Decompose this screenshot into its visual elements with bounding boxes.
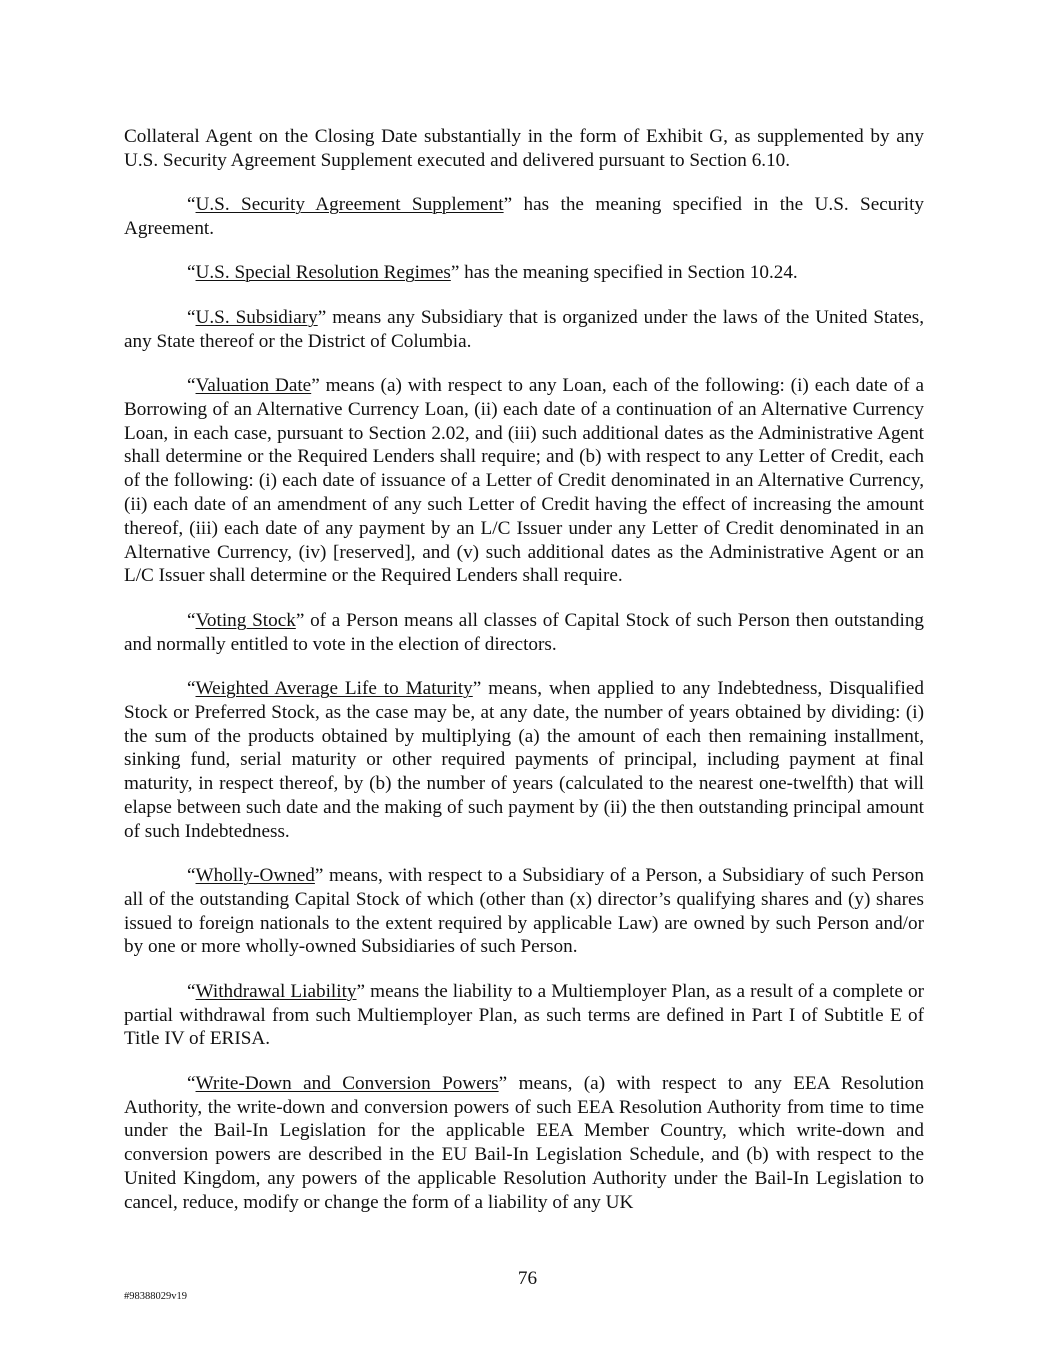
definition-paragraph: “Weighted Average Life to Maturity” means, when applied to any Indebtedness, Disqualified Stock or Preferred Stock, as the case may be, at any date, the number of years obtained by dividing: (i) the sum of the products obtained by multiplying (a) the amount of each then remaining installment, sinking fund, serial maturity or other required payments of principal, including payment at final maturity, in respect thereof, by (b) the number of years (calculated to the nearest one-twelfth) that will elapse between such date and the making of such payment by (ii) the then outstanding principal amount of such Indebtedness. xyxy=(124,677,924,842)
document-body xyxy=(124,125,924,1235)
definition-paragraph: “U.S. Security Agreement Supplement” has the meaning specified in the U.S. Security Agreement. xyxy=(124,194,924,239)
page-number: 76 xyxy=(517,1268,538,1289)
defined-term: Withdrawal Liability xyxy=(195,980,357,1002)
definition-text: means, when applied to any Indebtedness, Disqualified Stock or Preferred Stock, as the case may be, at any date, the number of years obtained by dividing: (i) the sum of the products obtained by multiplying (a) the amount of each then remaining installment, sinking fund, serial maturity or other required payments of principal, including payment at final maturity, in respect thereof, by (b) the number of years (calculated to the nearest one-twelfth) that will elapse between such date and the making of such payment by (ii) the then outstanding principal amount of such Indebtedness. xyxy=(124,677,924,842)
defined-term: U.S. Subsidiary xyxy=(195,306,318,328)
defined-term: U.S. Security Agreement Supplement xyxy=(195,194,504,216)
defined-term: U.S. Special Resolution Regimes xyxy=(195,262,451,284)
definition-paragraph: “Write-Down and Conversion Powers” means, (a) with respect to any EEA Resolution Authority, the write-down and conversion powers of such EEA Resolution Authority from time to time under the Bail-In Legislation for the applicable EEA Member Country, which write-down and conversion powers are described in the EU Bail-In Legislation Schedule, and (b) with respect to the United Kingdom, any powers of the applicable Resolution Authority under the Bail-In Legislation to cancel, reduce, modify or change the form of a liability of any UK xyxy=(124,1072,924,1213)
continuation-paragraph: Collateral Agent on the Closing Date substantially in the form of Exhibit G, as supplemented by any U.S. Security Agreement Supplement executed and delivered pursuant to Section 6.10. xyxy=(124,126,924,171)
definition-text: means the liability to a Multiemployer Plan, as a result of a complete or partial withdrawal from such Multiemployer Plan, as such terms are defined in Part I of Subtitle E of Title IV of ERISA. xyxy=(124,980,924,1050)
definition-paragraph: “Voting Stock” of a Person means all classes of Capital Stock of such Person then outstanding and normally entitled to vote in the election of directors. xyxy=(124,609,925,655)
definition-text: means (a) with respect to any Loan, each of the following: (i) each date of a Borrowing of an Alternative Currency Loan, (ii) each date of a continuation of an Alternative Currency Loan, in each case, pursuant to Section 2.02, and (iii) such additional dates as the Administrative Agent shall determine or the Required Lenders shall require; and (b) with respect to any Letter of Credit, each of the following: (i) each date of issuance of a Letter of Credit denominated in an Alternative Currency, (ii) each date of an amendment of any such Letter of Credit having the effect of increasing the amount thereof, (iii) each date of any payment by an L/C Issuer under any Letter of Credit denominated in an Alternative Currency, (iv) [reserved], and (v) such additional dates as the Administrative Agent or an L/C Issuer shall determine or the Required Lenders shall require. xyxy=(124,374,925,587)
definition-paragraph: “U.S. Subsidiary” means any Subsidiary that is organized under the laws of the United States, any State thereof or the District of Columbia. xyxy=(124,306,925,352)
document-id: #98388029v19 xyxy=(124,1291,187,1302)
definition-text: means any Subsidiary that is organized under the laws of the United States, any State thereof or the District of Columbia. xyxy=(124,306,925,352)
definition-paragraph: “Valuation Date” means (a) with respect to any Loan, each of the following: (i) each date of a Borrowing of an Alternative Currency Loan, (ii) each date of a continuation of an Alternative Currency Loan, in each case, pursuant to Section 2.02, and (iii) such additional dates as the Administrative Agent shall determine or the Required Lenders shall require; and (b) with respect to any Letter of Credit, each of the following: (i) each date of issuance of a Letter of Credit denominated in an Alternative Currency, (ii) each date of an amendment of any such Letter of Credit having the effect of increasing the amount thereof, (iii) each date of any payment by an L/C Issuer under any Letter of Credit denominated in an Alternative Currency, (iv) [reserved], and (v) such additional dates as the Administrative Agent or an L/C Issuer shall determine or the Required Lenders shall require. xyxy=(124,374,925,587)
defined-term: Wholly-Owned xyxy=(195,865,315,887)
defined-term: Write-Down and Conversion Powers xyxy=(195,1072,499,1094)
defined-term: Weighted Average Life to Maturity xyxy=(195,677,473,699)
definition-paragraph: “U.S. Special Resolution Regimes” has the meaning specified in Section 10.24. xyxy=(187,262,798,284)
definition-text: means, with respect to a Subsidiary of a Person, a Subsidiary of such Person all of the outstanding Capital Stock of which (other than (x) director’s qualifying shares and (y) shares issued to foreign nationals to the extent required by applicable Law) are owned by such Person and/or by one or more wholly-owned Subsidiaries of such Person. xyxy=(124,865,924,958)
definition-text: has the meaning specified in Section 10.24. xyxy=(459,262,798,284)
defined-term: Valuation Date xyxy=(195,374,312,396)
definition-text: of a Person means all classes of Capital Stock of such Person then outstanding and normally entitled to vote in the election of directors. xyxy=(124,609,925,655)
definition-text: means, (a) with respect to any EEA Resolution Authority, the write-down and conversion powers of such EEA Resolution Authority from time to time under the Bail-In Legislation for the applicable EEA Member Country, which write-down and conversion powers are described in the EU Bail-In Legislation Schedule, and (b) with respect to the United Kingdom, any powers of the applicable Resolution Authority under the Bail-In Legislation to cancel, reduce, modify or change the form of a liability of any UK xyxy=(124,1072,924,1213)
definition-paragraph: “Wholly-Owned” means, with respect to a Subsidiary of a Person, a Subsidiary of such Person all of the outstanding Capital Stock of which (other than (x) director’s qualifying shares and (y) shares issued to foreign nationals to the extent required by applicable Law) are owned by such Person and/or by one or more wholly-owned Subsidiaries of such Person. xyxy=(124,865,924,958)
definition-text: has the meaning specified in the U.S. Security Agreement. xyxy=(124,194,924,239)
definition-paragraph: “Withdrawal Liability” means the liability to a Multiemployer Plan, as a result of a complete or partial withdrawal from such Multiemployer Plan, as such terms are defined in Part I of Subtitle E of Title IV of ERISA. xyxy=(124,980,924,1050)
defined-term: Voting Stock xyxy=(195,609,296,631)
